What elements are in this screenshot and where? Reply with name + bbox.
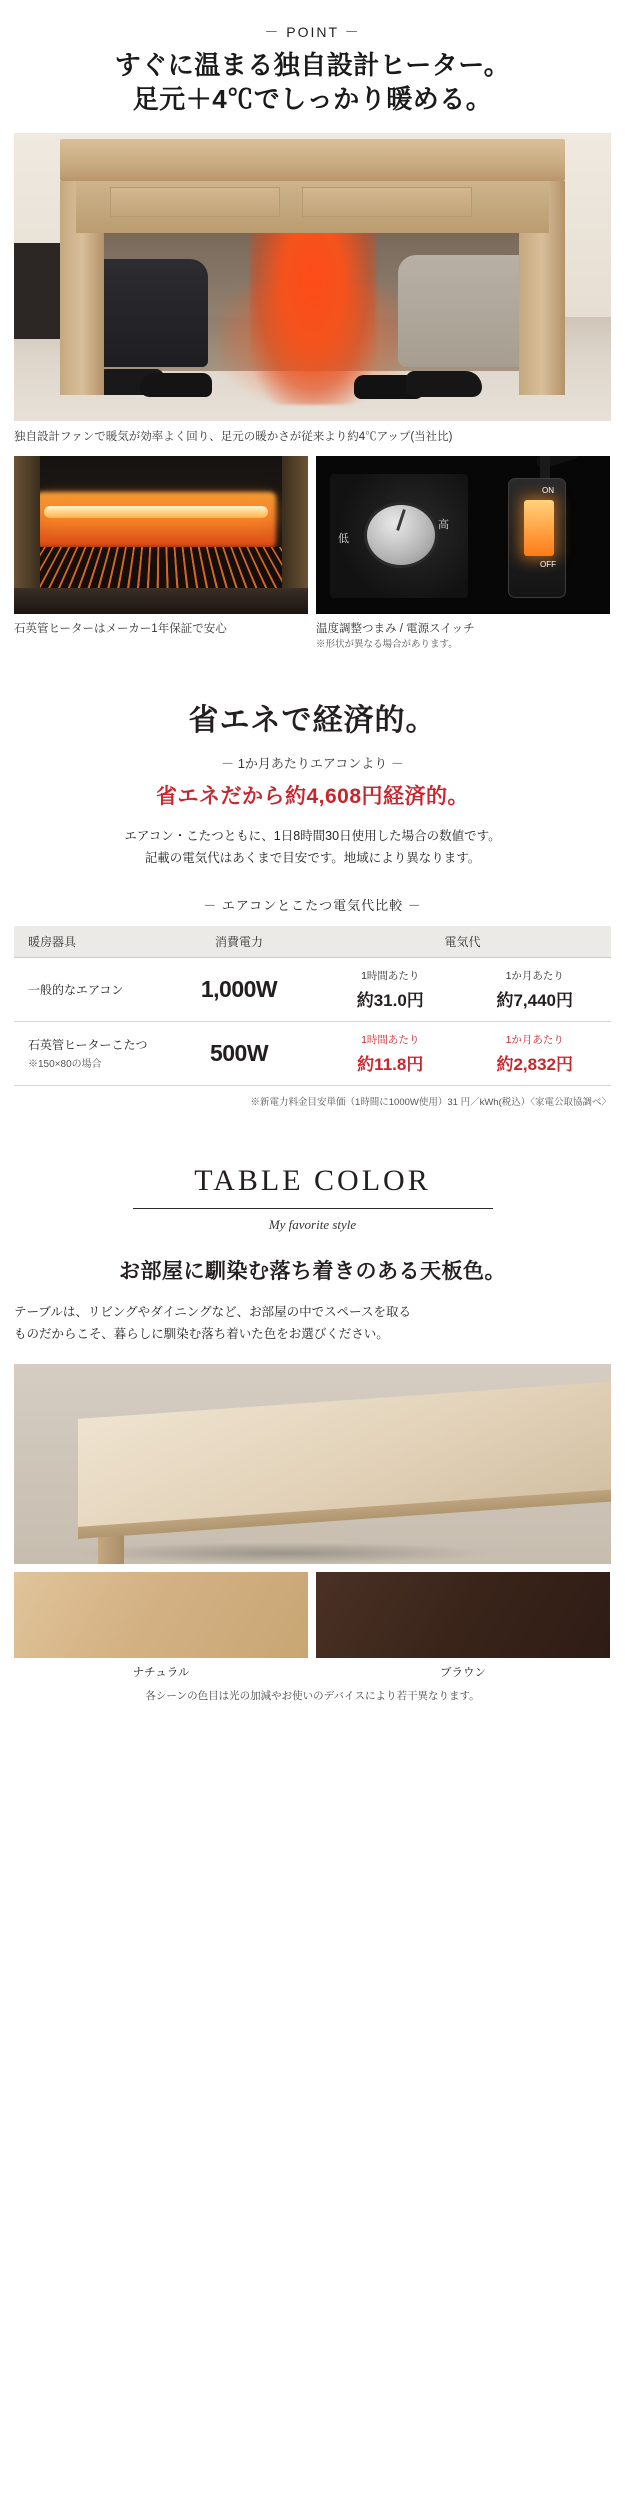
row-aircon-month-label: 1か月あたり xyxy=(505,969,564,982)
row-aircon-name-text: 一般的なエアコン xyxy=(28,982,124,997)
switch-label-on: ON xyxy=(542,485,554,495)
divider xyxy=(133,1208,493,1209)
hero-table-panel-1 xyxy=(110,187,280,217)
hero-legs-left xyxy=(96,259,208,367)
table-note: ※新電力料金目安単価（1時間に1000W使用）31 円／kWh(税込）〈家電公取協調べ〉 xyxy=(250,1096,611,1108)
row-kotatsu-month-value: 約2,832円 xyxy=(496,1054,574,1074)
knob-label-low: 低 xyxy=(338,532,349,545)
row-aircon-cost xyxy=(314,957,611,1021)
row-aircon-month xyxy=(463,968,608,1011)
knob-caption-text: 温度調整つまみ / 電源スイッチ xyxy=(316,622,475,635)
table-color-section xyxy=(0,1164,625,1346)
table-color-body-line2: ものだからこそ、暮らしに馴染む落ち着いた色をお選びください。 xyxy=(14,1327,389,1342)
hero-table-panel-2 xyxy=(302,187,472,217)
photo-row xyxy=(14,456,611,651)
eco-subtitle: － 1か月あたりエアコンより － xyxy=(221,756,404,772)
switch-label-off: OFF xyxy=(540,559,556,569)
row-kotatsu-name-text: 石英管ヒーターこたつ xyxy=(28,1038,148,1053)
row-kotatsu-cost xyxy=(314,1021,611,1085)
swatch-natural[interactable] xyxy=(14,1572,308,1658)
photo-cell-knob xyxy=(316,456,610,651)
point-title-line2: 足元＋4℃でしっかり暖める。 xyxy=(132,84,493,115)
row-kotatsu-watt-value: 500W xyxy=(209,1039,269,1066)
table-color-heading: お部屋に馴染む落ち着きのある天板色。 xyxy=(119,1259,506,1283)
row-kotatsu-hour-value: 約11.8円 xyxy=(357,1054,424,1074)
hero-shoe-left-2 xyxy=(140,373,212,397)
table-color-title: TABLE COLOR xyxy=(194,1163,431,1197)
comparison-title: － エアコンとこたつ電気代比較 － xyxy=(203,897,422,913)
swatch-label-brown: ブラウン xyxy=(440,1666,486,1679)
row-aircon-watt-value: 1,000W xyxy=(200,975,278,1002)
knob-caption-note: ※形状が異なる場合があります。 xyxy=(316,638,458,650)
table-color-body xyxy=(0,1301,625,1346)
th-appliance: 暖房器具 xyxy=(14,926,164,958)
swatch-brown[interactable] xyxy=(316,1572,610,1658)
color-disclaimer: 各シーンの色目は光の加減やお使いのデバイスにより若干異なります。 xyxy=(145,1689,480,1702)
temperature-knob-icon xyxy=(364,502,438,568)
table-color-body-line1: テーブルは、リビングやダイニングなど、お部屋の中でスペースを取る xyxy=(14,1304,412,1319)
table-row xyxy=(14,957,611,1021)
table-header-row xyxy=(14,926,611,958)
row-kotatsu-month xyxy=(463,1032,608,1075)
knob-switch-photo xyxy=(316,456,610,614)
row-kotatsu-watt xyxy=(164,1021,314,1085)
row-aircon-name xyxy=(14,957,164,1021)
quartz-tube xyxy=(44,506,268,518)
swatch-cell-natural[interactable] xyxy=(14,1572,308,1680)
row-aircon-hour xyxy=(318,968,463,1011)
photo-cell-heater xyxy=(14,456,308,651)
eco-title: 省エネで経済的。 xyxy=(188,704,437,738)
th-power: 消費電力 xyxy=(164,926,314,958)
table-row xyxy=(14,1021,611,1085)
power-switch-indicator xyxy=(524,500,554,556)
page-title xyxy=(0,48,625,117)
eco-note xyxy=(0,826,625,869)
swatch-label-natural: ナチュラル xyxy=(132,1666,190,1679)
hero-legs-right xyxy=(398,255,526,367)
row-kotatsu-name xyxy=(14,1021,164,1085)
knob-caption xyxy=(316,614,610,651)
electricity-cost-table xyxy=(14,926,611,1086)
table-color-subtitle: My favorite style xyxy=(268,1216,357,1232)
eco-note-line1: エアコン・こたつともに、1日8時間30日使用した場合の数値です。 xyxy=(124,829,501,844)
row-kotatsu-name-sub: ※150×80の場合 xyxy=(28,1059,102,1071)
hero-shoe-right-1 xyxy=(406,371,482,397)
row-kotatsu-month-label: 1か月あたり xyxy=(505,1033,564,1046)
eco-note-line2: 記載の電気代はあくまで目安です。地域により異なります。 xyxy=(144,850,481,865)
heater-photo xyxy=(14,456,308,614)
table-color-photo xyxy=(14,1364,611,1564)
hero-table-top xyxy=(60,139,565,181)
photo-shadow xyxy=(74,1542,494,1564)
row-kotatsu-hour-label: 1時間あたり xyxy=(361,1033,420,1046)
swatch-cell-brown[interactable] xyxy=(316,1572,610,1680)
row-aircon-hour-value: 約31.0円 xyxy=(356,990,424,1010)
point-title-line1: すぐに温まる独自設計ヒーター。 xyxy=(114,50,511,80)
row-aircon-watt xyxy=(164,957,314,1021)
swatch-row xyxy=(14,1572,611,1680)
point-label: － POINT － xyxy=(264,24,361,40)
heater-caption: 石英管ヒーターはメーカー1年保証で安心 xyxy=(14,622,227,635)
row-aircon-month-value: 約7,440円 xyxy=(496,990,574,1010)
heater-glow xyxy=(36,492,276,548)
row-kotatsu-hour xyxy=(318,1032,463,1075)
hero-caption: 独自設計ファンで暖気が効率よく回り、足元の暖かさが従来より約4℃アップ(当社比) xyxy=(14,430,453,443)
th-cost: 電気代 xyxy=(314,926,611,958)
hero-photo-kotatsu-under-table xyxy=(14,133,611,421)
knob-label-high: 高 xyxy=(438,518,449,531)
eco-highlight: 省エネだから約4,608円経済的。 xyxy=(155,785,470,809)
row-aircon-hour-label: 1時間あたり xyxy=(361,969,420,982)
heater-frame-bottom xyxy=(14,588,308,614)
